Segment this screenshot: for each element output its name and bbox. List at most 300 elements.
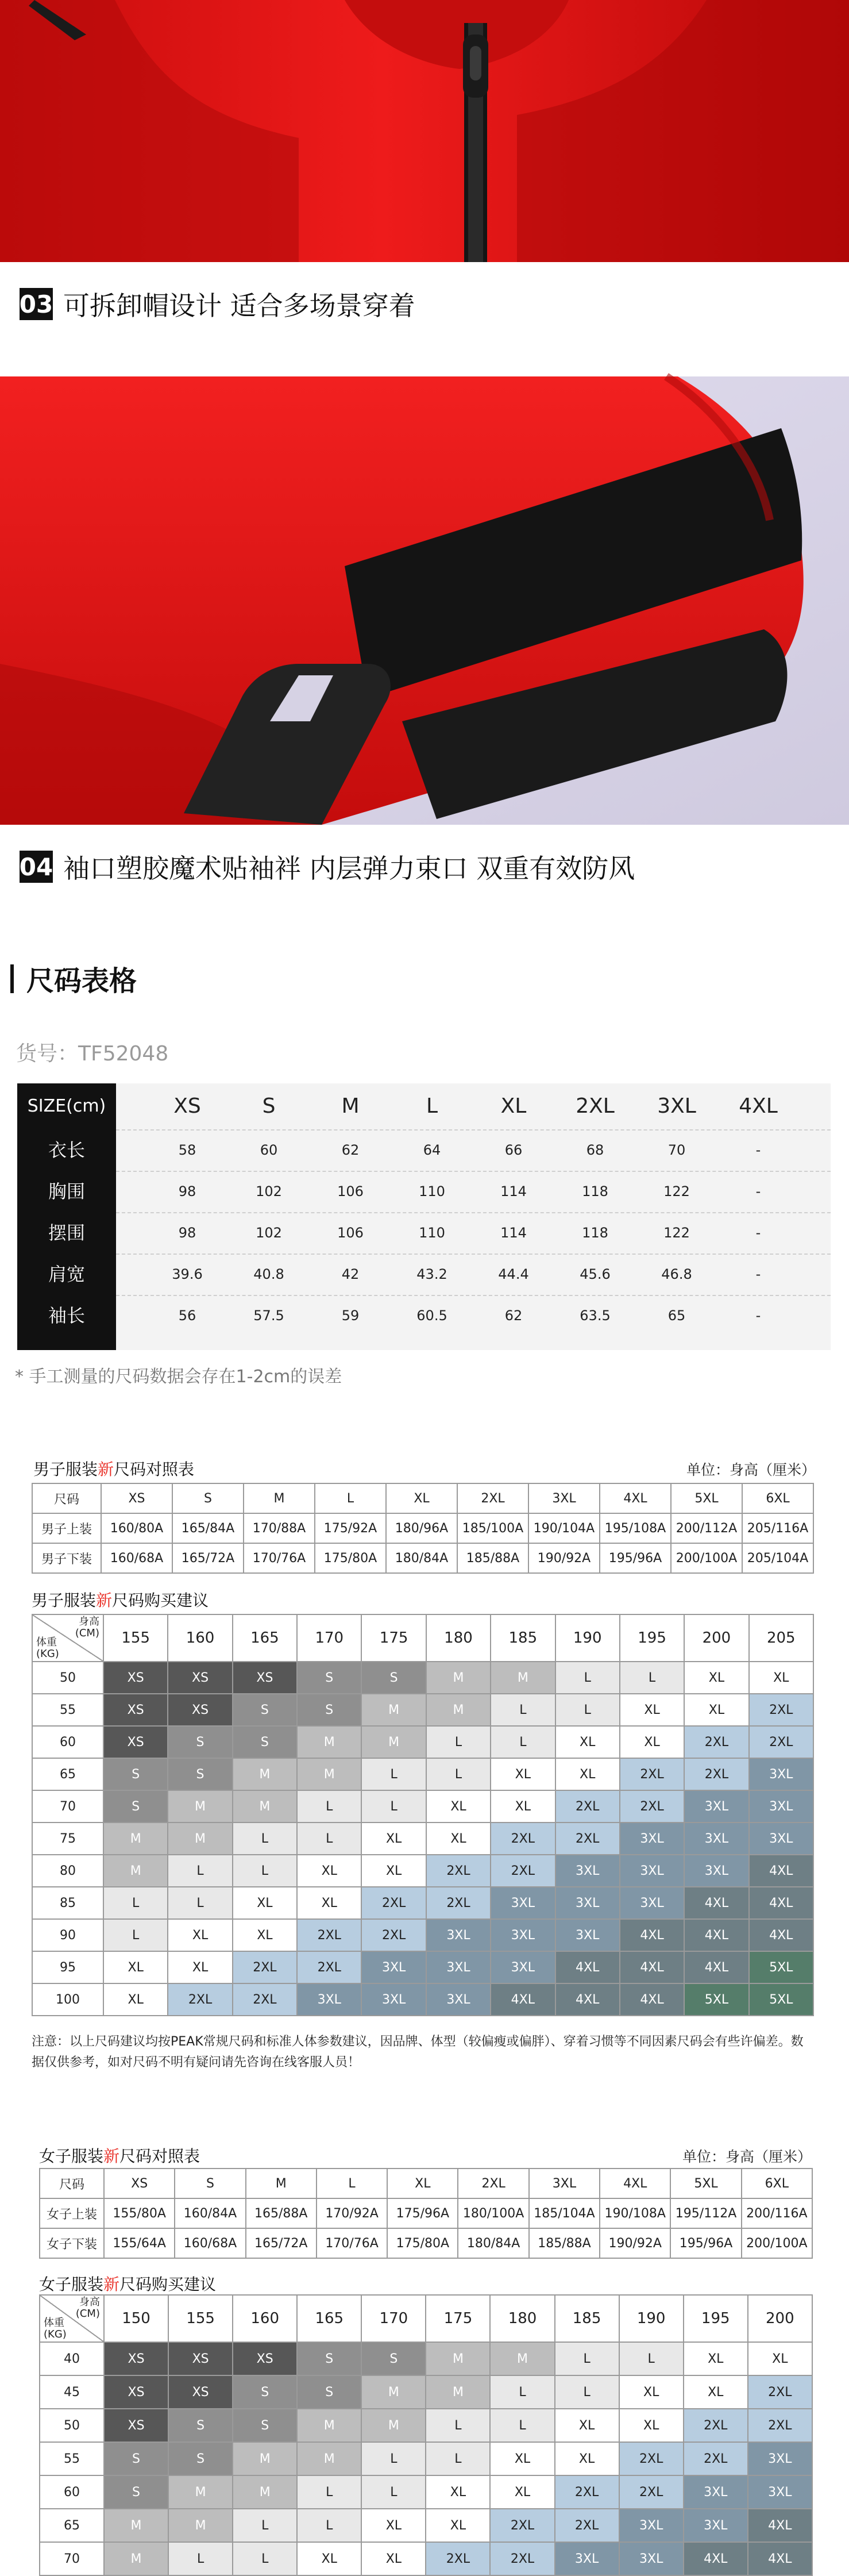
size-standard-cell: 165/84A — [172, 1513, 244, 1543]
height-header-cell: 195 — [684, 2295, 748, 2342]
recommended-size-cell: 4XL — [684, 2542, 748, 2575]
measurement-value: 39.6 — [172, 1266, 203, 1282]
recommended-size-cell: S — [104, 2442, 168, 2475]
measurement-value: 66 — [504, 1142, 523, 1158]
size-standard-cell: 195/108A — [600, 1513, 671, 1543]
men-size-correspondence-table — [32, 1483, 814, 1574]
recommended-size-cell: M — [104, 2542, 168, 2575]
measurement-value: 44.4 — [498, 1266, 529, 1282]
weight-label-cell: 65 — [32, 1758, 103, 1790]
recommended-size-cell: L — [490, 2409, 554, 2442]
size-column-header: 2XL — [576, 1094, 615, 1118]
recommended-size-cell: 4XL — [555, 1951, 620, 1983]
recommended-size-cell: 3XL — [749, 1758, 813, 1790]
recommended-size-cell: S — [361, 2342, 426, 2375]
size-column-header: S — [262, 1094, 276, 1118]
size-standard-cell: 185/88A — [529, 2228, 600, 2258]
height-header-cell: 185 — [491, 1614, 555, 1662]
recommended-size-cell: S — [297, 1662, 361, 1694]
recommended-size-cell: L — [361, 2442, 426, 2475]
size-standard-cell: 170/92A — [317, 2198, 387, 2228]
measurement-value: 102 — [256, 1183, 282, 1199]
recommended-size-cell: XL — [103, 1983, 168, 2016]
recommended-size-cell: XS — [168, 1662, 232, 1694]
header-cell: 5XL — [670, 2169, 741, 2198]
weight-row — [40, 2375, 812, 2409]
height-header-row — [32, 1614, 813, 1662]
recommended-size-cell: S — [168, 2442, 233, 2475]
size-standard-cell: 185/88A — [457, 1543, 528, 1573]
height-weight-corner-cell — [40, 2295, 104, 2342]
size-standard-cell: 205/116A — [742, 1513, 813, 1543]
recommended-size-cell: L — [168, 1855, 232, 1887]
recommended-size-cell: XS — [104, 2342, 168, 2375]
recommended-size-cell: M — [104, 2509, 168, 2542]
recommended-size-cell: 4XL — [620, 1919, 684, 1951]
recommended-size-cell: M — [168, 2509, 233, 2542]
recommended-size-cell: M — [297, 2442, 361, 2475]
recommended-size-cell: S — [103, 1758, 168, 1790]
recommended-size-cell: 2XL — [620, 1790, 684, 1823]
recommended-size-cell: 3XL — [748, 2442, 812, 2475]
header-cell: XL — [387, 2169, 458, 2198]
recommended-size-cell: 3XL — [749, 1823, 813, 1855]
recommended-size-cell: 5XL — [749, 1983, 813, 2016]
recommended-size-cell: XL — [361, 1855, 426, 1887]
recommended-size-cell: S — [168, 1758, 232, 1790]
weight-label-cell: 80 — [32, 1855, 103, 1887]
recommended-size-cell: 3XL — [620, 1887, 684, 1919]
recommended-size-cell: L — [103, 1887, 168, 1919]
header-cell: 3XL — [529, 2169, 600, 2198]
height-header-cell: 175 — [426, 2295, 490, 2342]
recommended-size-cell: 2XL — [555, 1823, 620, 1855]
size-standard-cell: 195/112A — [670, 2198, 741, 2228]
header-cell: S — [175, 2169, 245, 2198]
weight-label-cell: 50 — [40, 2409, 104, 2442]
recommended-size-cell: 2XL — [619, 2475, 684, 2509]
recommended-size-cell: L — [233, 2509, 297, 2542]
size-column-header: XL — [500, 1094, 527, 1118]
recommended-size-cell: XL — [426, 1790, 491, 1823]
weight-label-cell: 70 — [40, 2542, 104, 2575]
table-row — [40, 2228, 812, 2258]
recommended-size-cell: XS — [103, 1662, 168, 1694]
size-column-header: XS — [173, 1094, 201, 1118]
measurement-value: 42 — [341, 1266, 360, 1282]
measurement-value: 56 — [178, 1308, 196, 1324]
height-header-cell: 175 — [361, 1614, 426, 1662]
recommended-size-cell: XL — [361, 1823, 426, 1855]
size-column-header: M — [341, 1094, 360, 1118]
size-standard-cell: 160/84A — [175, 2198, 245, 2228]
recommended-size-cell: XL — [748, 2342, 812, 2375]
size-chart-heading — [10, 959, 137, 998]
size-column-header: 4XL — [739, 1094, 778, 1118]
recommended-size-cell: 2XL — [490, 2542, 554, 2575]
recommended-size-cell: M — [426, 2375, 490, 2409]
recommended-size-cell: 3XL — [555, 1887, 620, 1919]
jacket-hood-photo — [0, 0, 849, 262]
size-standard-cell: 165/88A — [246, 2198, 317, 2228]
recommended-size-cell: S — [103, 1790, 168, 1823]
recommended-size-cell: 3XL — [684, 2475, 748, 2509]
measurement-value: 102 — [256, 1225, 282, 1241]
recommended-size-cell: XL — [297, 2542, 361, 2575]
recommended-size-cell: 2XL — [490, 2509, 554, 2542]
size-standard-cell: 155/64A — [104, 2228, 175, 2258]
recommended-size-cell: L — [361, 1790, 426, 1823]
size-standard-cell: 170/76A — [317, 2228, 387, 2258]
recommended-size-cell: M — [233, 1790, 297, 1823]
recommended-size-cell: 3XL — [426, 1951, 491, 1983]
recommended-size-cell: 3XL — [684, 1790, 748, 1823]
measurement-value: 57.5 — [253, 1308, 284, 1324]
measurement-row-label: 摆围 — [48, 1222, 85, 1244]
recommended-size-cell: L — [361, 2475, 426, 2509]
size-standard-cell: 165/72A — [172, 1543, 244, 1573]
caption-text: 可拆卸帽设计 适合多场景穿着 — [63, 290, 415, 321]
recommended-size-cell: 4XL — [749, 1919, 813, 1951]
measurement-value: 110 — [419, 1183, 445, 1199]
header-cell: L — [317, 2169, 387, 2198]
height-header-cell: 160 — [168, 1614, 232, 1662]
recommended-size-cell: XS — [233, 1662, 297, 1694]
recommended-size-cell: 4XL — [620, 1951, 684, 1983]
size-standard-cell: 185/100A — [457, 1513, 528, 1543]
sleeve-cuff-illustration — [0, 376, 849, 825]
size-chart-title: 尺码表格 — [26, 965, 137, 997]
height-header-cell: 180 — [490, 2295, 554, 2342]
recommended-size-cell: XL — [103, 1951, 168, 1983]
measurement-value: - — [755, 1266, 761, 1282]
recommended-size-cell: M — [233, 2475, 297, 2509]
recommended-size-cell: 2XL — [361, 1887, 426, 1919]
recommended-size-cell: XL — [684, 1662, 748, 1694]
recommended-size-cell: 2XL — [168, 1983, 232, 2016]
measurement-value: 46.8 — [661, 1266, 692, 1282]
measurement-value: 64 — [423, 1142, 441, 1158]
recommended-size-cell: 3XL — [684, 2509, 748, 2542]
recommended-size-cell: M — [168, 1823, 232, 1855]
height-header-cell: 190 — [555, 1614, 620, 1662]
recommended-size-cell: M — [426, 2342, 490, 2375]
weight-label-cell: 50 — [32, 1662, 103, 1694]
size-header-label: SIZE(cm) — [27, 1096, 106, 1116]
recommended-size-cell: 2XL — [491, 1855, 555, 1887]
measurement-row-label: 袖长 — [48, 1305, 85, 1327]
recommended-size-cell: M — [361, 1694, 426, 1726]
measurement-value: - — [755, 1142, 761, 1158]
women-correspondence-title: 女子服装新尺码对照表 — [39, 2147, 200, 2166]
corner-height-label: 身高 (CM) — [75, 2296, 100, 2320]
recommended-size-cell: 2XL — [491, 1823, 555, 1855]
measurement-value: 114 — [500, 1225, 527, 1241]
header-cell: XS — [101, 1483, 172, 1513]
recommended-size-cell: L — [297, 2475, 361, 2509]
recommended-size-cell: XL — [490, 2442, 554, 2475]
recommended-size-cell: XS — [233, 2342, 297, 2375]
measurement-value: 118 — [582, 1183, 608, 1199]
size-standard-cell: 190/92A — [600, 2228, 670, 2258]
men-unit-label: 单位：身高（厘米） — [686, 1462, 816, 1478]
recommended-size-cell: XL — [426, 2475, 490, 2509]
feature-caption-04 — [20, 848, 635, 886]
measurement-value: - — [755, 1183, 761, 1199]
size-standard-cell: 180/100A — [458, 2198, 528, 2228]
recommended-size-cell: L — [555, 1662, 620, 1694]
recommended-size-cell: 2XL — [619, 2442, 684, 2475]
measurement-note: * 手工测量的尺码数据会存在1-2cm的误差 — [15, 1367, 342, 1387]
recommended-size-cell: 3XL — [619, 2542, 684, 2575]
weight-label-cell: 100 — [32, 1983, 103, 2016]
measurement-value: 65 — [667, 1308, 686, 1324]
size-advice-note: 注意：以上尺码建议均按PEAK常规尺码和标准人体参数建议，因品牌、体型（较偏瘦或偏胖）、穿着习惯等不同因素尺码会有些许偏差。数据仅供参考，如对尺码不明有疑问请先咨询在线客服人员！ — [32, 2035, 804, 2070]
header-cell: 2XL — [458, 2169, 528, 2198]
recommended-size-cell: XL — [233, 1919, 297, 1951]
recommended-size-cell: L — [491, 1726, 555, 1758]
size-standard-cell: 160/68A — [175, 2228, 245, 2258]
measurement-value: 40.8 — [253, 1266, 284, 1282]
measurement-value: - — [755, 1225, 761, 1241]
weight-row — [40, 2409, 812, 2442]
size-standard-cell: 180/84A — [458, 2228, 528, 2258]
recommended-size-cell: L — [297, 2509, 361, 2542]
measurement-value: 98 — [178, 1225, 196, 1241]
recommended-size-cell: 3XL — [361, 1951, 426, 1983]
recommended-size-cell: M — [361, 2375, 426, 2409]
height-header-row — [40, 2295, 812, 2342]
recommended-size-cell: L — [233, 2542, 297, 2575]
caption-number: 04 — [20, 851, 53, 883]
header-cell: M — [246, 2169, 317, 2198]
recommended-size-cell: 2XL — [426, 1855, 491, 1887]
recommended-size-cell: XS — [168, 2342, 233, 2375]
measurement-value: 106 — [337, 1183, 364, 1199]
row-label-cell: 女子下装 — [40, 2228, 104, 2258]
recommended-size-cell: XL — [361, 2509, 426, 2542]
recommended-size-cell: M — [297, 1758, 361, 1790]
table-row — [40, 2198, 812, 2228]
recommended-size-cell: 2XL — [233, 1983, 297, 2016]
size-column-header: L — [426, 1094, 438, 1118]
recommended-size-cell: XL — [490, 2475, 554, 2509]
measurement-row-label: 肩宽 — [48, 1263, 85, 1285]
weight-row — [32, 1887, 813, 1919]
recommended-size-cell: M — [103, 1823, 168, 1855]
row-label-cell: 女子上装 — [40, 2198, 104, 2228]
weight-label-cell: 65 — [40, 2509, 104, 2542]
recommended-size-cell: L — [233, 1855, 297, 1887]
recommended-size-cell: XS — [103, 1694, 168, 1726]
recommended-size-cell: M — [297, 1726, 361, 1758]
recommended-size-cell: L — [233, 1823, 297, 1855]
weight-row — [32, 1983, 813, 2016]
recommended-size-cell: M — [361, 2409, 426, 2442]
recommended-size-cell: 4XL — [684, 1887, 748, 1919]
weight-label-cell: 55 — [40, 2442, 104, 2475]
recommended-size-cell: XL — [361, 2542, 426, 2575]
recommended-size-cell: L — [103, 1919, 168, 1951]
height-header-cell: 160 — [233, 2295, 297, 2342]
weight-row — [32, 1758, 813, 1790]
recommended-size-cell: L — [490, 2375, 554, 2409]
recommended-size-cell: S — [233, 1726, 297, 1758]
recommended-size-cell: S — [104, 2475, 168, 2509]
weight-row — [32, 1951, 813, 1983]
recommended-size-cell: 3XL — [361, 1983, 426, 2016]
recommended-size-cell: 3XL — [297, 1983, 361, 2016]
height-header-cell: 155 — [168, 2295, 233, 2342]
recommended-size-cell: M — [168, 1790, 232, 1823]
recommended-size-cell: 2XL — [361, 1919, 426, 1951]
recommended-size-cell: L — [361, 1758, 426, 1790]
recommended-size-cell: XL — [555, 2442, 619, 2475]
corner-height-label: 身高 (CM) — [75, 1616, 99, 1639]
weight-row — [40, 2342, 812, 2375]
header-cell: 5XL — [671, 1483, 742, 1513]
size-standard-cell: 175/96A — [387, 2198, 458, 2228]
recommended-size-cell: XL — [168, 1919, 232, 1951]
weight-row — [32, 1823, 813, 1855]
recommended-size-cell: XL — [426, 2509, 490, 2542]
recommended-size-cell: XL — [491, 1758, 555, 1790]
measurement-value: 70 — [667, 1142, 686, 1158]
recommended-size-cell: XL — [297, 1855, 361, 1887]
header-cell: L — [315, 1483, 386, 1513]
row-label-cell: 男子上装 — [32, 1513, 101, 1543]
recommended-size-cell: 3XL — [555, 1919, 620, 1951]
recommended-size-cell: S — [297, 2342, 361, 2375]
height-header-cell: 180 — [426, 1614, 491, 1662]
men-size-recommendation-table — [32, 1614, 814, 2016]
weight-label-cell: 75 — [32, 1823, 103, 1855]
recommended-size-cell: XL — [555, 2409, 619, 2442]
recommended-size-cell: L — [555, 2342, 619, 2375]
recommended-size-cell: XL — [684, 2342, 748, 2375]
weight-label-cell: 60 — [32, 1726, 103, 1758]
recommended-size-cell: 4XL — [748, 2542, 812, 2575]
recommended-size-cell: M — [233, 1758, 297, 1790]
size-standard-cell: 195/96A — [670, 2228, 741, 2258]
recommended-size-cell: 4XL — [749, 1887, 813, 1919]
size-standard-cell: 195/96A — [600, 1543, 671, 1573]
size-standard-cell: 170/76A — [244, 1543, 315, 1573]
size-column-header: 3XL — [657, 1094, 696, 1118]
measurement-value: 45.6 — [580, 1266, 611, 1282]
recommended-size-cell: L — [426, 2409, 490, 2442]
recommended-size-cell: 3XL — [426, 1983, 491, 2016]
women-size-recommendation-table — [39, 2294, 813, 2576]
corner-weight-label: 体重 (KG) — [36, 1636, 59, 1660]
weight-label-cell: 85 — [32, 1887, 103, 1919]
recommended-size-cell: L — [555, 1694, 620, 1726]
measurement-value: 106 — [337, 1225, 364, 1241]
corner-weight-label: 体重 (KG) — [44, 2317, 67, 2340]
recommended-size-cell: 4XL — [555, 1983, 620, 2016]
size-standard-cell: 200/100A — [742, 2228, 812, 2258]
header-cell: 3XL — [528, 1483, 600, 1513]
header-cell: 6XL — [742, 1483, 813, 1513]
header-cell: 尺码 — [32, 1483, 101, 1513]
recommended-size-cell: 2XL — [297, 1919, 361, 1951]
recommended-size-cell: M — [426, 1694, 491, 1726]
recommended-size-cell: L — [168, 2542, 233, 2575]
weight-label-cell: 55 — [32, 1694, 103, 1726]
header-cell: 2XL — [457, 1483, 528, 1513]
recommended-size-cell: 3XL — [555, 1855, 620, 1887]
measurement-value: 122 — [663, 1225, 690, 1241]
weight-row — [32, 1662, 813, 1694]
recommended-size-cell: XL — [555, 1758, 620, 1790]
recommended-size-cell: 2XL — [555, 2509, 619, 2542]
recommended-size-cell: L — [426, 1726, 491, 1758]
recommended-size-cell: M — [361, 1726, 426, 1758]
height-header-cell: 195 — [620, 1614, 684, 1662]
recommended-size-cell: XS — [168, 2375, 233, 2409]
table-row — [32, 1513, 813, 1543]
weight-label-cell: 95 — [32, 1951, 103, 1983]
garment-size-table — [17, 1083, 831, 1350]
height-header-cell: 200 — [684, 1614, 748, 1662]
recommended-size-cell: 4XL — [748, 2509, 812, 2542]
recommended-size-cell: XS — [168, 1694, 232, 1726]
recommended-size-cell: L — [297, 1790, 361, 1823]
recommended-size-cell: XS — [104, 2375, 168, 2409]
women-unit-label: 单位：身高（厘米） — [682, 2148, 812, 2165]
table-row — [32, 1543, 813, 1573]
recommended-size-cell: XL — [684, 1694, 748, 1726]
recommended-size-cell: 4XL — [684, 1951, 748, 1983]
recommended-size-cell: XS — [103, 1726, 168, 1758]
height-header-cell: 205 — [749, 1614, 813, 1662]
measurement-value: 118 — [582, 1225, 608, 1241]
recommended-size-cell: XL — [684, 2375, 748, 2409]
recommended-size-cell: 2XL — [620, 1758, 684, 1790]
row-label-cell: 男子下装 — [32, 1543, 101, 1573]
recommended-size-cell: XL — [426, 1823, 491, 1855]
header-cell: 尺码 — [40, 2169, 104, 2198]
measurement-value: 62 — [341, 1142, 360, 1158]
size-standard-cell: 185/104A — [529, 2198, 600, 2228]
measurement-value: 63.5 — [580, 1308, 611, 1324]
recommended-size-cell: 2XL — [426, 1887, 491, 1919]
measurement-value: 60.5 — [416, 1308, 447, 1324]
women-size-correspondence-table — [39, 2168, 813, 2259]
size-standard-cell: 200/116A — [742, 2198, 812, 2228]
table-header-row — [32, 1483, 813, 1513]
header-cell: 4XL — [600, 1483, 671, 1513]
recommended-size-cell: S — [297, 2375, 361, 2409]
measurement-value: 60 — [260, 1142, 278, 1158]
recommended-size-cell: 3XL — [684, 1823, 748, 1855]
header-cell: 6XL — [742, 2169, 812, 2198]
recommended-size-cell: M — [168, 2475, 233, 2509]
weight-row — [40, 2442, 812, 2475]
recommended-size-cell: 2XL — [426, 2542, 490, 2575]
height-header-cell: 170 — [361, 2295, 426, 2342]
recommended-size-cell: XL — [555, 1726, 620, 1758]
recommended-size-cell: XL — [168, 1951, 232, 1983]
recommended-size-cell: 2XL — [749, 1694, 813, 1726]
recommended-size-cell: XS — [104, 2409, 168, 2442]
recommended-size-cell: M — [233, 2442, 297, 2475]
size-standard-cell: 180/96A — [386, 1513, 457, 1543]
weight-row — [32, 1790, 813, 1823]
recommended-size-cell: 5XL — [684, 1983, 748, 2016]
recommended-size-cell: 2XL — [748, 2375, 812, 2409]
size-standard-cell: 160/80A — [101, 1513, 172, 1543]
